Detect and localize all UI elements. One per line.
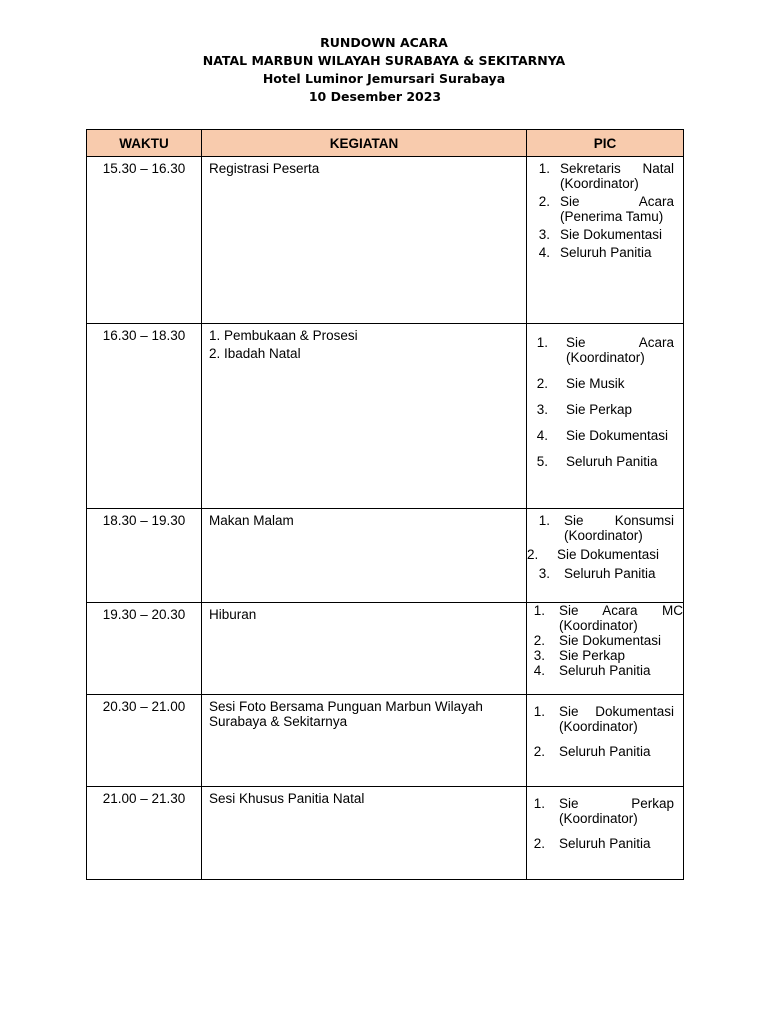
pic-item	[527, 513, 674, 543]
pic-item	[527, 633, 683, 648]
table-row	[87, 603, 684, 695]
kegiatan-item: Hiburan	[209, 607, 257, 622]
pic-item	[527, 194, 674, 224]
table-header-row	[87, 130, 684, 157]
pic-number: 3.	[536, 402, 548, 417]
table-row	[87, 509, 684, 603]
pic-number: 3.	[538, 566, 550, 581]
waktu-cell: 19.30 – 20.30	[87, 603, 202, 695]
pic-item	[527, 547, 674, 562]
kegiatan-item: Sesi Foto Bersama Punguan Marbun Wilayah Surabaya & Sekitarnya	[209, 699, 483, 729]
pic-item	[527, 648, 683, 663]
document-header	[0, 34, 768, 106]
kegiatan-cell	[202, 324, 527, 509]
pic-text: Sie Perkap	[559, 648, 626, 663]
pic-cell	[527, 787, 684, 880]
pic-item	[527, 704, 674, 734]
pic-text: Sie Acara (Penerima Tamu)	[560, 194, 674, 224]
pic-number: 4.	[538, 245, 550, 260]
kegiatan-item: Makan Malam	[209, 513, 294, 528]
table-row	[87, 324, 684, 509]
pic-cell	[527, 324, 684, 509]
pic-number: 1.	[533, 796, 545, 811]
pic-item	[527, 796, 674, 826]
pic-text: Sie Acara MC (Koordinator)	[559, 603, 683, 633]
pic-number: 2.	[533, 744, 545, 759]
pic-text: Sie Konsumsi (Koordinator)	[564, 513, 674, 543]
pic-item	[527, 402, 674, 417]
waktu-cell: 15.30 – 16.30	[87, 157, 202, 324]
kegiatan-cell	[202, 603, 527, 695]
kegiatan-item: Registrasi Peserta	[209, 161, 320, 176]
kegiatan-cell	[202, 787, 527, 880]
table-row	[87, 787, 684, 880]
event-name: NATAL MARBUN WILAYAH SURABAYA & SEKITARNYA	[202, 53, 566, 68]
kegiatan-item: Sesi Khusus Panitia Natal	[209, 791, 365, 806]
pic-item	[527, 454, 674, 469]
kegiatan-cell	[202, 695, 527, 787]
pic-item	[527, 428, 674, 443]
pic-cell	[527, 603, 684, 695]
pic-item	[527, 836, 674, 851]
pic-number: 2.	[538, 194, 550, 209]
pic-text: Seluruh Panitia	[560, 245, 652, 260]
pic-text: Sie Perkap	[566, 402, 633, 417]
waktu-cell: 21.00 – 21.30	[87, 787, 202, 880]
waktu-cell: 20.30 – 21.00	[87, 695, 202, 787]
pic-number: 5.	[536, 454, 548, 469]
pic-text: Sie Musik	[566, 376, 625, 391]
pic-item	[527, 376, 674, 391]
waktu-cell: 16.30 – 18.30	[87, 324, 202, 509]
pic-number: 1.	[536, 335, 548, 350]
pic-text: Seluruh Panitia	[566, 454, 658, 469]
pic-number: 2.	[527, 547, 539, 562]
kegiatan-item: 1. Pembukaan & Prosesi	[209, 328, 358, 343]
pic-item	[527, 744, 674, 759]
rundown-table	[86, 129, 684, 880]
pic-item	[527, 245, 674, 260]
table-row	[87, 695, 684, 787]
pic-cell	[527, 509, 684, 603]
document-title: RUNDOWN ACARA	[320, 35, 448, 50]
pic-text: Seluruh Panitia	[559, 836, 651, 851]
kegiatan-item: 2. Ibadah Natal	[209, 346, 301, 361]
column-header-waktu: WAKTU	[87, 130, 202, 157]
kegiatan-cell	[202, 157, 527, 324]
pic-number: 2.	[533, 836, 545, 851]
pic-text: Sie Perkap (Koordinator)	[559, 796, 674, 826]
pic-text: Sekretaris Natal (Koordinator)	[560, 161, 674, 191]
pic-text: Seluruh Panitia	[564, 566, 656, 581]
pic-number: 1.	[533, 704, 545, 719]
pic-text: Sie Acara (Koordinator)	[566, 335, 674, 365]
waktu-cell: 18.30 – 19.30	[87, 509, 202, 603]
kegiatan-cell	[202, 509, 527, 603]
pic-number: 3.	[538, 227, 550, 242]
event-date: 10 Desember 2023	[308, 89, 442, 104]
column-header-pic: PIC	[527, 130, 684, 157]
pic-item	[527, 663, 683, 678]
pic-item	[527, 227, 674, 242]
pic-item	[527, 566, 674, 581]
pic-cell	[527, 695, 684, 787]
column-header-kegiatan: KEGIATAN	[202, 130, 527, 157]
pic-text: Sie Dokumentasi	[559, 633, 662, 648]
event-venue: Hotel Luminor Jemursari Surabaya	[262, 71, 506, 86]
pic-cell	[527, 157, 684, 324]
pic-number: 2.	[533, 633, 545, 648]
table-row	[87, 157, 684, 324]
pic-number: 2.	[536, 376, 548, 391]
pic-number: 3.	[533, 648, 545, 663]
pic-text: Sie Dokumentasi	[560, 227, 663, 242]
pic-number: 1.	[538, 161, 550, 176]
pic-item	[527, 161, 674, 191]
pic-number: 4.	[536, 428, 548, 443]
pic-item	[527, 603, 683, 633]
pic-text: Sie Dokumentasi (Koordinator)	[559, 704, 674, 734]
pic-text: Seluruh Panitia	[559, 744, 651, 759]
pic-item	[527, 335, 674, 365]
pic-text: Seluruh Panitia	[559, 663, 651, 678]
pic-text: Sie Dokumentasi	[566, 428, 669, 443]
pic-number: 1.	[533, 603, 545, 618]
pic-number: 1.	[538, 513, 550, 528]
pic-number: 4.	[533, 663, 545, 678]
pic-text: Sie Dokumentasi	[557, 547, 660, 562]
